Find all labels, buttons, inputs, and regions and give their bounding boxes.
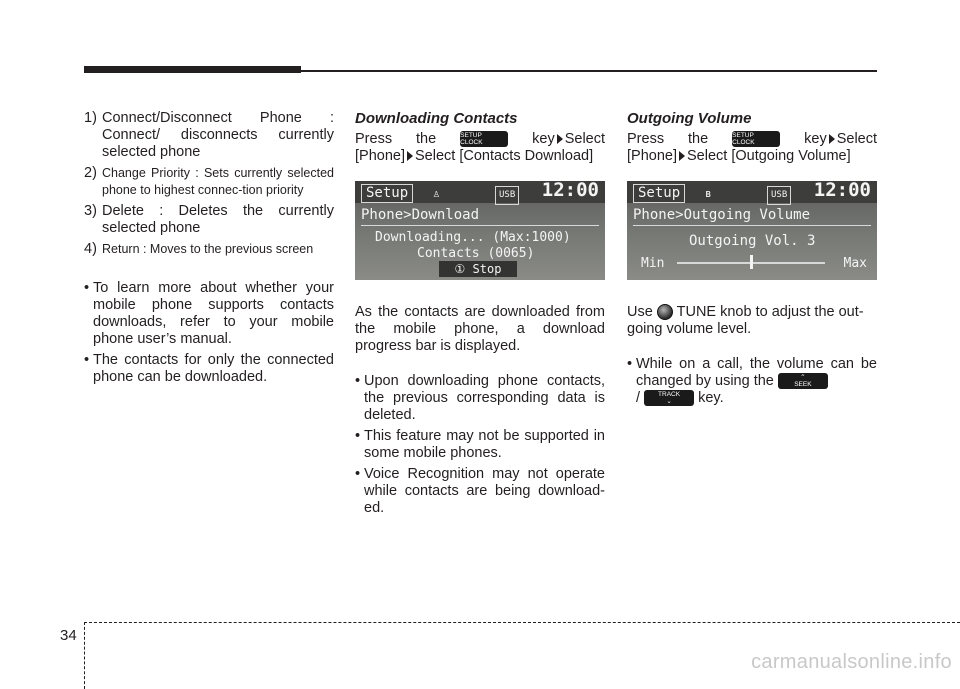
download-screen <box>355 181 605 280</box>
contacts-count: Contacts (0065) <box>417 246 535 261</box>
bullet-item: • Upon downloading phone contacts, the previous corresponding data is deleted. <box>355 373 605 424</box>
stop-button: ① Stop <box>439 261 517 277</box>
setup-key: SETUP CLOCK <box>460 131 508 147</box>
paragraph: As the contacts are downloaded from the mobile phone, a download progress bar is displayed. <box>355 304 605 354</box>
seek-key: ⌃ SEEK <box>778 373 828 389</box>
screen-path: Phone>Download <box>361 207 480 223</box>
tune-knob-icon <box>657 304 673 320</box>
list-item <box>84 165 334 199</box>
user-icon: ♙ <box>433 187 440 200</box>
list-item <box>84 110 334 161</box>
triangle-right-icon <box>407 151 413 161</box>
item-number: 2) <box>84 165 97 181</box>
triangle-right-icon <box>679 151 685 161</box>
triangle-right-icon <box>829 134 835 144</box>
volume-max-label: Max <box>843 256 867 271</box>
screen-title: Setup <box>633 184 685 203</box>
list-item <box>84 203 334 237</box>
header-bar-thin <box>301 70 877 72</box>
screen-clock: 12:00 <box>541 181 599 201</box>
item-number: 3) <box>84 203 97 219</box>
item-number: 1) <box>84 110 97 126</box>
item-text: Delete : Deletes the currently selected phone <box>102 203 334 236</box>
screen-clock: 12:00 <box>813 181 871 201</box>
column-2 <box>355 110 605 521</box>
instruction-path: [Phone] Select [Outgoing Volume] <box>627 148 851 164</box>
section-heading: Outgoing Volume <box>627 110 752 127</box>
list-item <box>84 241 334 258</box>
tune-instruction: Use TUNE knob to adjust the out-going volume level. <box>627 304 864 337</box>
volume-level-label: Outgoing Vol. 3 <box>689 233 816 249</box>
track-key: TRACK ⌄ <box>644 390 694 406</box>
bullet-item: • To learn more about whether your mobile phone supports contacts downloads, refer to your mobile phone user’s manual. <box>84 280 334 348</box>
item-text: Change Priority : Sets currently selected phone to highest connec-tion priority <box>102 166 334 197</box>
footer-line <box>84 622 960 623</box>
item-number: 4) <box>84 241 97 257</box>
column-3 <box>627 110 877 411</box>
volume-slider-knob <box>750 255 753 269</box>
instruction-path: [Phone] Select [Contacts Download] <box>355 148 594 164</box>
triangle-right-icon <box>557 134 563 144</box>
setup-key: SETUP CLOCK <box>732 131 780 147</box>
instruction-line: Press the SETUP CLOCK key Select <box>627 131 878 147</box>
outgoing-volume-screen <box>627 181 877 280</box>
instruction-line: Press the SETUP CLOCK key Select <box>355 131 606 147</box>
watermark: carmanualsonline.info <box>751 651 952 673</box>
column-1 <box>84 110 334 390</box>
bullet-item: • Voice Recognition may not operate while contacts are being download-ed. <box>355 466 605 517</box>
footer-vertical-line <box>84 622 85 689</box>
usb-badge: USB <box>495 186 519 205</box>
section-heading: Downloading Contacts <box>355 110 518 127</box>
bullet-item: • While on a call, the volume can be changed by using the ⌃ SEEK / TRACK ⌄ key. <box>627 356 877 407</box>
bullet-item: • This feature may not be supported in some mobile phones. <box>355 428 605 462</box>
volume-min-label: Min <box>641 256 665 271</box>
download-status: Downloading... (Max:1000) <box>375 230 571 245</box>
item-text: Return : Moves to the previous screen <box>102 242 314 256</box>
usb-badge: USB <box>767 186 791 205</box>
page-number: 34 <box>60 627 77 644</box>
bluetooth-icon: ʙ <box>705 187 712 200</box>
screen-path: Phone>Outgoing Volume <box>633 207 811 223</box>
header-bar-thick <box>84 66 301 73</box>
screen-title: Setup <box>361 184 413 203</box>
item-text: Connect/Disconnect Phone : Connect/ disconnects currently selected phone <box>102 110 334 160</box>
bullet-item: • The contacts for only the connected phone can be downloaded. <box>84 352 334 386</box>
